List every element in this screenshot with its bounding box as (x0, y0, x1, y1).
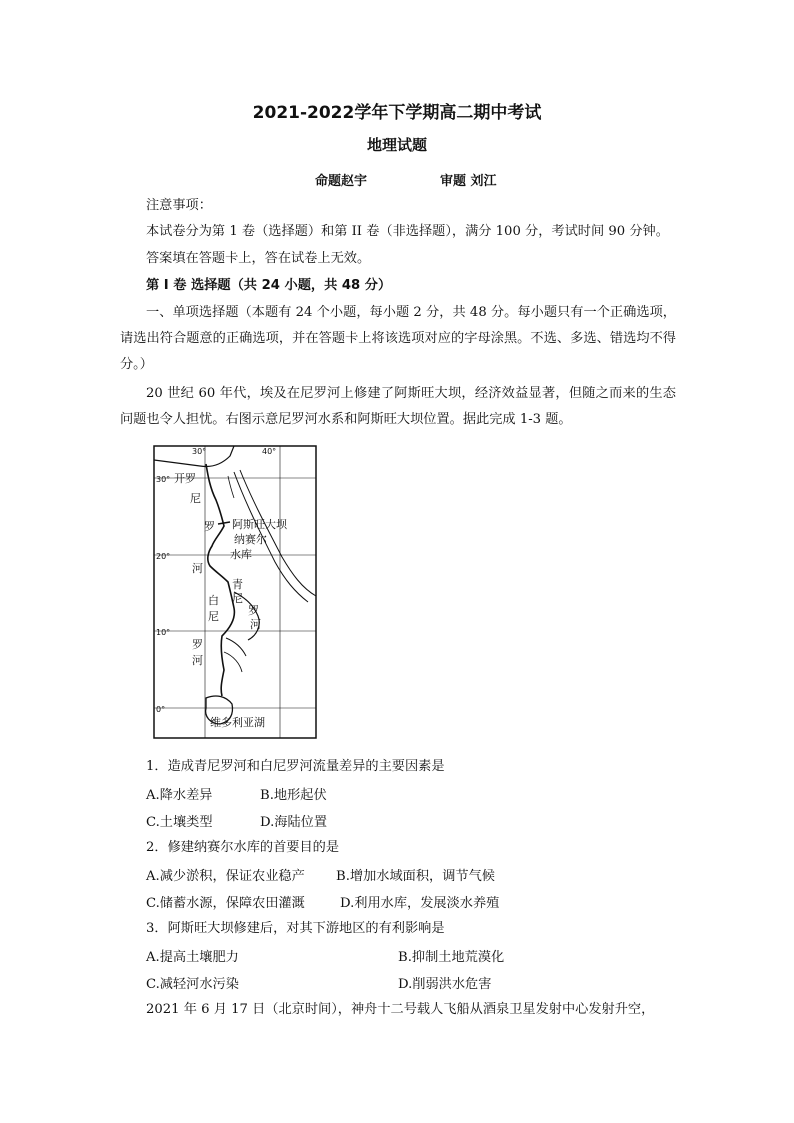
lat-10-label: 10° (156, 628, 171, 637)
q1-option-d: D.海陆位置 (260, 815, 328, 830)
exam-subject: 地理试题 (366, 136, 427, 154)
notes-heading: 注意事项： (146, 198, 212, 213)
passage-1: 20 世纪 60 年代，埃及在尼罗河上修建了阿斯旺大坝，经济效益显著，但随之而来的生态问题也令人担忧。右图示意尼罗河水系和阿斯旺大坝位置。据此完成 1-3 题。 (120, 386, 676, 427)
white-nile-label-4: 河 (192, 654, 203, 667)
q1-option-c: C.土壤类型 (146, 815, 213, 830)
q1-option-a: A.降水差异 (146, 788, 213, 803)
section-instructions: 一、单项选择题（本题有 24 个小题，每小题 2 分，共 48 分。每小题只有一个正确选项，请选出符合题意的正确选项，并在答题卡上将该选项对应的字母涂黑。不选、多选、错选均不得分。） (120, 305, 676, 372)
nasser-reservoir-label: 水库 (230, 548, 252, 561)
q2-option-c: C.储蓄水源，保障农田灌溉 (146, 896, 305, 911)
q3-option-a: A.提高土壤肥力 (146, 950, 239, 965)
author-label: 命题赵宇 (315, 174, 368, 189)
q3-option-d: D.削弱洪水危害 (398, 977, 492, 992)
question-3-stem: 3．阿斯旺大坝修建后，对其下游地区的有利影响是 (146, 921, 445, 936)
cairo-label: 开罗 (174, 472, 196, 485)
q1-option-b: B.地形起伏 (260, 788, 327, 803)
nasser-label: 纳赛尔 (234, 533, 267, 546)
q3-option-b: B.抑制土地荒漠化 (398, 950, 505, 965)
lake-victoria-label: 维多利亚湖 (210, 716, 265, 729)
blue-nile-label-1: 青 (232, 578, 243, 591)
question-1-stem: 1．造成青尼罗河和白尼罗河流量差异的主要因素是 (146, 759, 445, 774)
nile-map (150, 442, 320, 742)
white-nile-label-3: 罗 (192, 638, 203, 651)
exam-title: 2021-2022学年下学期高二期中考试 (252, 103, 542, 123)
nile-label-he: 河 (192, 562, 203, 575)
white-nile-label-1: 白 (208, 594, 219, 607)
lat-20-label: 20° (156, 552, 171, 561)
question-2-stem: 2．修建纳赛尔水库的首要目的是 (146, 840, 340, 855)
blue-nile-label-3: 罗 (248, 604, 259, 617)
blue-nile-label-2: 尼 (232, 592, 243, 605)
white-nile-label-2: 尼 (208, 610, 219, 623)
q2-option-b: B.增加水域面积，调节气候 (336, 869, 495, 884)
notes-line-2: 答案填在答题卡上，答在试卷上无效。 (146, 251, 371, 266)
section-heading: 第 I 卷 选择题（共 24 小题，共 48 分） (146, 278, 392, 293)
q2-option-a: A.减少淤积，保证农业稳产 (146, 869, 305, 884)
blue-nile-label-4: 河 (250, 618, 261, 631)
reviewer-label: 审题 刘江 (440, 174, 497, 189)
nile-label-ni: 尼 (190, 492, 201, 505)
notes-line-1: 本试卷分为第 1 卷（选择题）和第 II 卷（非选择题），满分 100 分，考试时间 90 分钟。 (146, 224, 669, 239)
q3-option-c: C.减轻河水污染 (146, 977, 239, 992)
nile-label-luo: 罗 (204, 520, 215, 533)
lon-40-label: 40° (262, 447, 277, 456)
aswan-dam-label: 阿斯旺大坝 (232, 518, 287, 531)
passage-2: 2021 年 6 月 17 日（北京时间），神舟十二号载人飞船从酒泉卫星发射中心发射升空， (146, 1002, 655, 1017)
lat-30-label: 30° (156, 475, 171, 484)
q2-option-d: D.利用水库，发展淡水养殖 (340, 896, 500, 911)
lon-30-label: 30° (192, 447, 207, 456)
lat-0-label: 0° (156, 705, 166, 714)
